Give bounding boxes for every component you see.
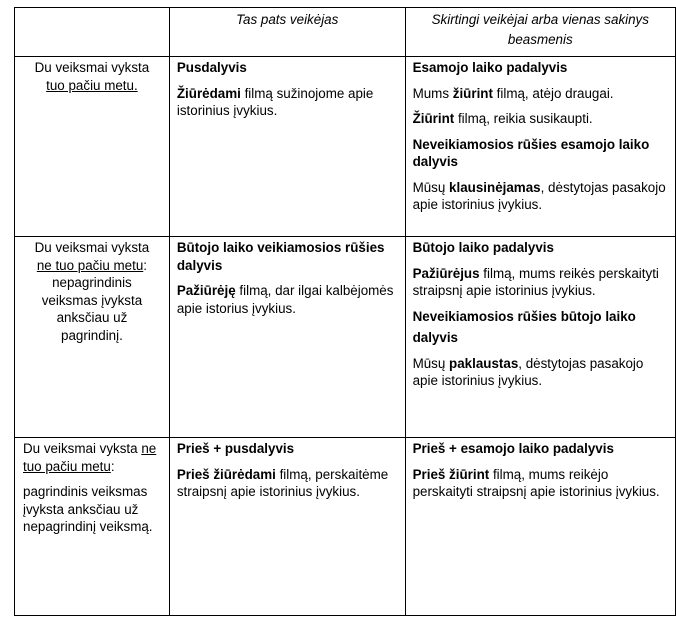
row1-diff-title-2: Neveikiamosios rūšies esamojo laiko dalyvis xyxy=(412,136,650,169)
header-different-actors-label: Skirtingi veikėjai arba vienas sakinys beasmenis xyxy=(431,12,649,47)
row1-same-actor xyxy=(169,57,405,237)
grammar-table xyxy=(14,7,676,616)
row3-same-title: Prieš + pusdalyvis xyxy=(176,441,295,456)
row2-diff-example-1: Pažiūrėjus filmą, mums reikės perskaityti straipsnį apie istorinius įvykius. xyxy=(412,265,659,298)
row3-different-actors xyxy=(405,438,675,616)
row3-condition-detail: pagrindinis veiksmas įvyksta anksčiau už nepagrindinį veiksmą. xyxy=(23,484,153,534)
row3-condition-lead: Du veiksmai vyksta ne tuo pačiu metu: xyxy=(23,441,157,474)
row2-diff-title-2: Neveikiamosios rūšies būtojo laiko xyxy=(412,308,636,324)
row1-diff-example-2: Žiūrint filmą, reikia susikaupti. xyxy=(412,111,593,126)
row3-diff-title: Prieš + esamojo laiko padalyvis xyxy=(412,441,614,456)
row2-same-actor xyxy=(169,237,405,438)
row1-diff-example-3: Mūsų klausinėjamas, dėstytojas pasakojo apie istorinius įvykius. xyxy=(412,179,666,212)
row2-same-title: Būtojo laiko veikiamosios rūšies dalyvis xyxy=(176,240,385,273)
table-header-row xyxy=(15,8,676,57)
row1-diff-example-1: Mums žiūrint filmą, atėjo draugai. xyxy=(412,85,614,101)
row3-same-actor xyxy=(169,438,405,616)
row1-same-title: Pusdalyvis xyxy=(176,60,247,75)
row1-condition: Du veiksmai vyksta tuo pačiu metu. xyxy=(15,57,170,237)
row2-condition: Du veiksmai vyksta ne tuo pačiu metu: nepagrindinis veiksmas įvyksta anksčiau už pagrindinį. xyxy=(15,237,170,438)
table-row xyxy=(15,237,676,438)
table-row xyxy=(15,57,676,237)
row1-diff-title: Esamojo laiko padalyvis xyxy=(412,60,568,75)
row1-different-actors xyxy=(405,57,675,237)
header-same-actor-label: Tas pats veikėjas xyxy=(236,12,339,27)
row1-same-example: Žiūrėdami filmą sužinojome apie istorinius įvykius. xyxy=(176,85,374,118)
row3-same-example: Prieš žiūrėdami filmą, perskaitėme straipsnį apie istorinius įvykius. xyxy=(176,466,389,499)
table-row xyxy=(15,438,676,616)
row2-different-actors xyxy=(405,237,675,438)
row2-diff-example-2: Mūsų paklaustas, dėstytojas pasakojo apie istorinius įvykius. xyxy=(412,355,644,388)
row2-same-example: Pažiūrėję filmą, dar ilgai kalbėjomės apie istorius įvykius. xyxy=(176,283,394,316)
header-same-actor xyxy=(169,8,405,57)
row3-diff-example: Prieš žiūrint filmą, mums reikėjo perskaityti straipsnį apie istorinius įvykius. xyxy=(412,466,660,499)
header-empty-cell xyxy=(15,8,170,57)
row2-diff-title-2-cont: dalyvis xyxy=(412,330,458,345)
header-different-actors xyxy=(405,8,675,57)
row2-diff-title: Būtojo laiko padalyvis xyxy=(412,240,554,255)
row3-condition xyxy=(15,438,170,616)
